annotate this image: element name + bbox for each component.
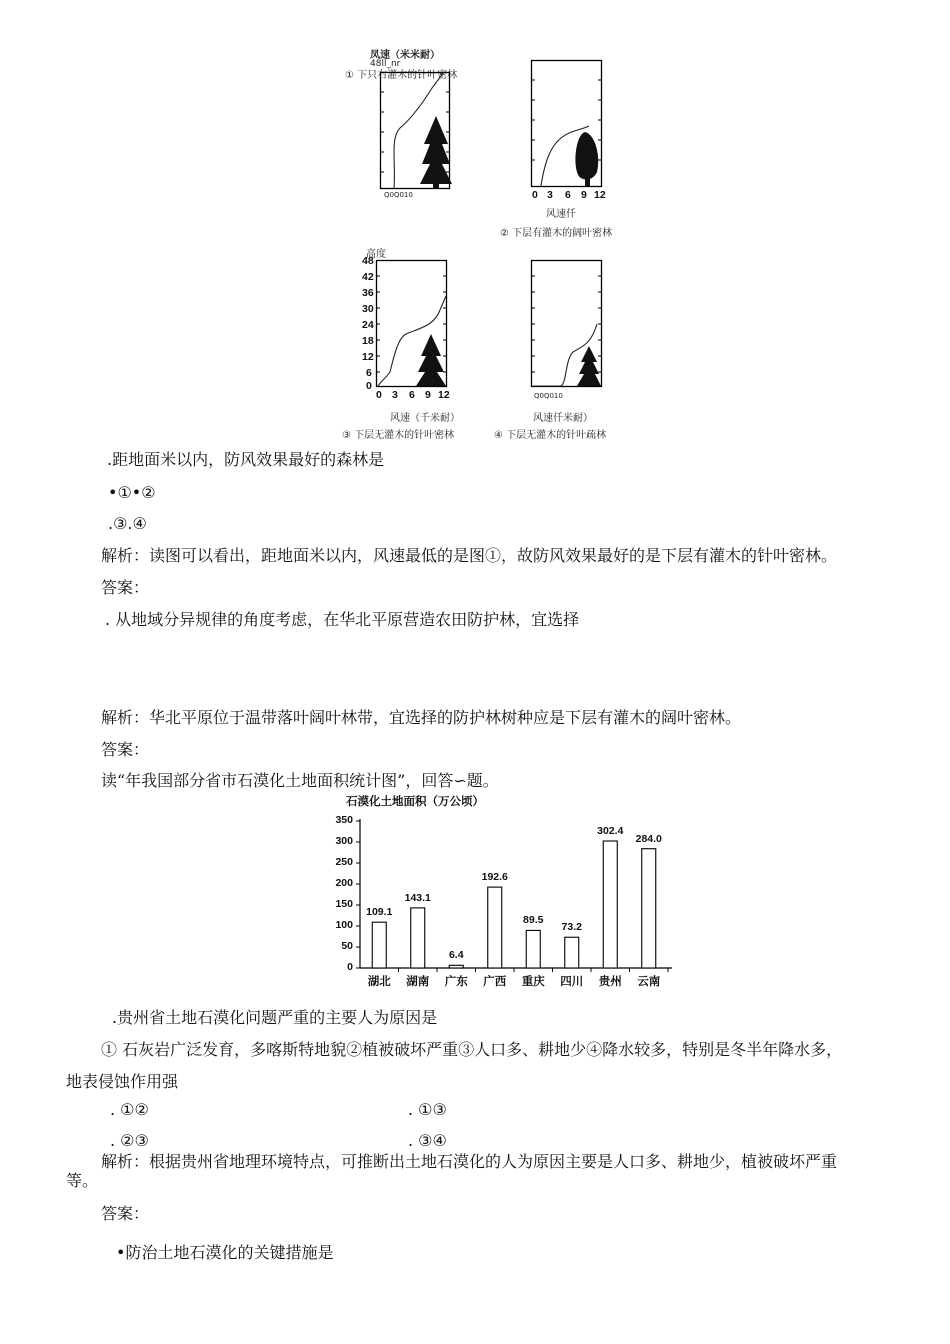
bar (603, 841, 617, 968)
panel3-plot (376, 260, 450, 388)
q3-stem-line2: 地表侵蚀作用强 (66, 1072, 179, 1091)
y-tick: 6 (366, 367, 372, 379)
bar-value-label: 109.1 (366, 906, 393, 919)
bar-value-label: 73.2 (561, 921, 582, 934)
q1-options-b: .③.④ (108, 514, 147, 533)
category-label: 湖北 (367, 974, 391, 988)
q3-answer: 答案： (101, 1204, 150, 1223)
y-tick: 12 (362, 351, 374, 363)
panel3-xlabel: 风速（千米耐） (390, 413, 460, 424)
conifer-tree-icon (416, 334, 446, 386)
x-tick: 12 (438, 389, 450, 401)
y-tick: 18 (362, 335, 374, 347)
y-tick: 48 (362, 255, 374, 267)
q1-answer: 答案： (101, 578, 150, 597)
q1-question: .距地面米以内，防风效果最好的森林是 (107, 450, 385, 469)
q2-answer: 答案： (101, 740, 150, 759)
chart-title: 石漠化土地面积（万公顷） (346, 794, 484, 808)
q2-question: . 从地域分异规律的角度考虑，在华北平原营造农田防护林，宜选择 (105, 610, 580, 629)
broadleaf-tree-icon (575, 132, 598, 186)
bar-value-label: 6.4 (448, 949, 464, 962)
y-tick-label: 50 (341, 940, 353, 952)
bar (565, 937, 579, 968)
x-tick: 6 (409, 389, 415, 401)
bar-value-label: 89.5 (523, 914, 544, 927)
y-tick: 24 (362, 319, 374, 331)
x-tick: 0 (376, 389, 382, 401)
panel1-caption: ① 下只右灌木的针叶密林 (345, 70, 458, 81)
bar (372, 922, 386, 968)
panel1-ylabel: 凤速（米米耐） (370, 50, 440, 61)
panel3-ylabel: 高度 (366, 249, 386, 260)
x-tick: 6 (565, 189, 571, 201)
x-tick: 3 (547, 189, 553, 201)
y-tick-label: 300 (335, 835, 353, 847)
panel1-ytop: 48ll_nr (370, 59, 401, 69)
panel4-caption: ④ 下层无灌木的针叶疏林 (494, 430, 607, 441)
chart-plot (352, 812, 672, 992)
q3-analysis-line1: 解析：根据贵州省地理环境特点，可推断出土地石漠化的人为原因主要是人口多、耕地少，植被破坏严重 (101, 1152, 838, 1171)
q3-option-d: . ③④ (408, 1131, 447, 1150)
bar (526, 930, 540, 968)
bar-value-label: 143.1 (404, 891, 431, 904)
q3-analysis-line2: 等。 (66, 1171, 99, 1190)
bar (411, 908, 425, 968)
bar-value-label: 284.0 (635, 832, 662, 845)
y-tick: 42 (362, 271, 374, 283)
bar (642, 849, 656, 968)
x-tick: 9 (425, 389, 431, 401)
panel2-caption: ② 下层有灌木的阔叶密林 (500, 228, 613, 239)
y-tick: 0 (366, 380, 372, 392)
x-tick: 9 (581, 189, 587, 201)
y-tick-label: 250 (335, 856, 353, 868)
category-label: 贵州 (598, 974, 622, 988)
panel4-plot (531, 260, 605, 388)
panel4-xlabel2: Q0Q010 (534, 392, 563, 400)
y-tick-label: 0 (347, 961, 353, 973)
q3-option-c: . ②③ (110, 1131, 149, 1150)
x-tick: 3 (392, 389, 398, 401)
conifer-tree-icon (577, 346, 601, 386)
q3-option-b: . ①③ (408, 1100, 447, 1119)
chart-intro: 读“年我国部分省市石漠化土地面积统计图”，回答∽题。 (101, 771, 499, 790)
y-tick-label: 200 (335, 877, 353, 889)
panel2-plot (531, 60, 605, 188)
category-label: 广东 (444, 974, 468, 988)
q3-option-a: . ①② (110, 1100, 149, 1119)
panel3-caption: ③ 下层无灌木的针叶密林 (342, 430, 455, 441)
y-tick: 30 (362, 303, 374, 315)
panel1-plot (380, 72, 452, 192)
bar-value-label: 302.4 (597, 824, 624, 837)
category-label: 云南 (637, 974, 661, 988)
category-label: 湖南 (406, 974, 430, 988)
y-tick-label: 150 (335, 898, 353, 910)
category-label: 重庆 (521, 974, 545, 988)
bar (449, 965, 463, 968)
y-tick-label: 350 (335, 814, 353, 826)
q3-stem-line1: ① 石灰岩广泛发育，多喀斯特地貌②植被破坏严重③人口多、耕地少④降水较多，特别是冬半年降水多， (101, 1040, 843, 1059)
q3-question: .贵州省土地石漠化问题严重的主要人为原因是 (112, 1008, 438, 1027)
y-tick-label: 100 (335, 919, 353, 931)
bar (488, 887, 502, 968)
q4-question: •防治土地石漠化的关键措施是 (116, 1243, 334, 1262)
category-label: 四川 (560, 974, 584, 988)
panel2-xlabel: 风速仟 (546, 209, 576, 220)
x-tick: 0 (532, 189, 538, 201)
q1-options-a: •①•② (108, 483, 156, 502)
category-label: 广西 (483, 974, 507, 988)
panel1-xlabel: Q0Q010 (384, 191, 413, 199)
q2-analysis: 解析：华北平原位于温带落叶阔叶林带，宜选择的防护林树种应是下层有灌木的阔叶密林。 (101, 708, 742, 727)
y-tick: 36 (362, 287, 374, 299)
q1-analysis: 解析：读图可以看出，距地面米以内，风速最低的是图①，故防风效果最好的是下层有灌木的针叶密林。 (101, 546, 838, 565)
x-tick: 12 (594, 189, 606, 201)
panel4-xlabel: 风速仟米耐） (533, 413, 593, 424)
bar-value-label: 192.6 (481, 871, 508, 884)
